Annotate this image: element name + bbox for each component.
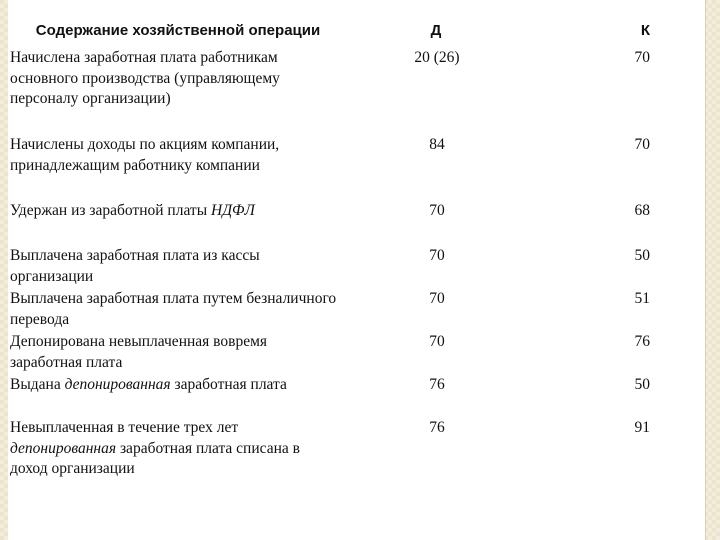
header-credit: К — [640, 22, 650, 39]
debit-cell: 84 — [429, 136, 445, 153]
debit-cell: 70 — [429, 333, 445, 350]
table-header-row — [10, 22, 650, 48]
operation-text: заработная плата — [170, 376, 287, 393]
debit-cell: 70 — [429, 290, 445, 307]
table-row — [10, 289, 650, 332]
debit-cell: 76 — [429, 419, 445, 436]
credit-cell: 76 — [634, 333, 650, 350]
slide — [8, 0, 706, 540]
table-row — [10, 418, 650, 482]
operation-text: Невыплаченная в течение трех лет — [10, 419, 239, 436]
credit-cell: 70 — [634, 136, 650, 153]
table-row — [10, 246, 650, 289]
operation-emphasis: депонированная — [10, 439, 117, 457]
header-debit: Д — [430, 22, 442, 39]
operation-cell — [10, 201, 340, 246]
operation-cell — [10, 375, 340, 418]
debit-cell: 76 — [429, 376, 445, 393]
credit-cell: 70 — [634, 49, 650, 66]
operation-cell: Выплачена заработная плата путем безналичного перевода — [10, 290, 337, 328]
operation-text: Удержан из заработной платы — [10, 202, 211, 219]
operation-cell: Выплачена заработная плата из кассы организации — [10, 247, 260, 285]
debit-cell: 70 — [429, 202, 445, 219]
table-row — [10, 201, 650, 246]
operation-emphasis: НДФЛ — [211, 202, 255, 219]
slide-edge-divider — [705, 0, 706, 540]
header-operation: Содержание хозяйственной операции — [35, 22, 321, 39]
debit-cell: 70 — [429, 247, 445, 264]
operation-cell: Начислены доходы по акциям компании, принадлежащим работнику компании — [10, 136, 280, 174]
debit-cell: 20 (26) — [414, 49, 460, 66]
credit-cell: 51 — [634, 290, 650, 307]
credit-cell: 50 — [634, 376, 650, 393]
operation-cell — [10, 418, 340, 482]
operation-text: заработная плата списана в доход организации — [10, 439, 300, 477]
operation-text: Выдана — [10, 376, 65, 393]
accounting-entries-table — [10, 22, 650, 482]
table-row — [10, 135, 650, 201]
table-row — [10, 48, 650, 135]
operation-cell: Депонирована невыплаченная вовремя заработная плата — [10, 333, 268, 371]
credit-cell: 91 — [634, 419, 650, 436]
operation-cell: Начислена заработная плата работникам основного производства (управляющему персоналу организации) — [10, 49, 280, 107]
credit-cell: 68 — [634, 202, 650, 219]
operation-emphasis: депонированная — [64, 376, 171, 393]
table-row — [10, 332, 650, 375]
credit-cell: 50 — [634, 247, 650, 264]
table-row — [10, 375, 650, 418]
